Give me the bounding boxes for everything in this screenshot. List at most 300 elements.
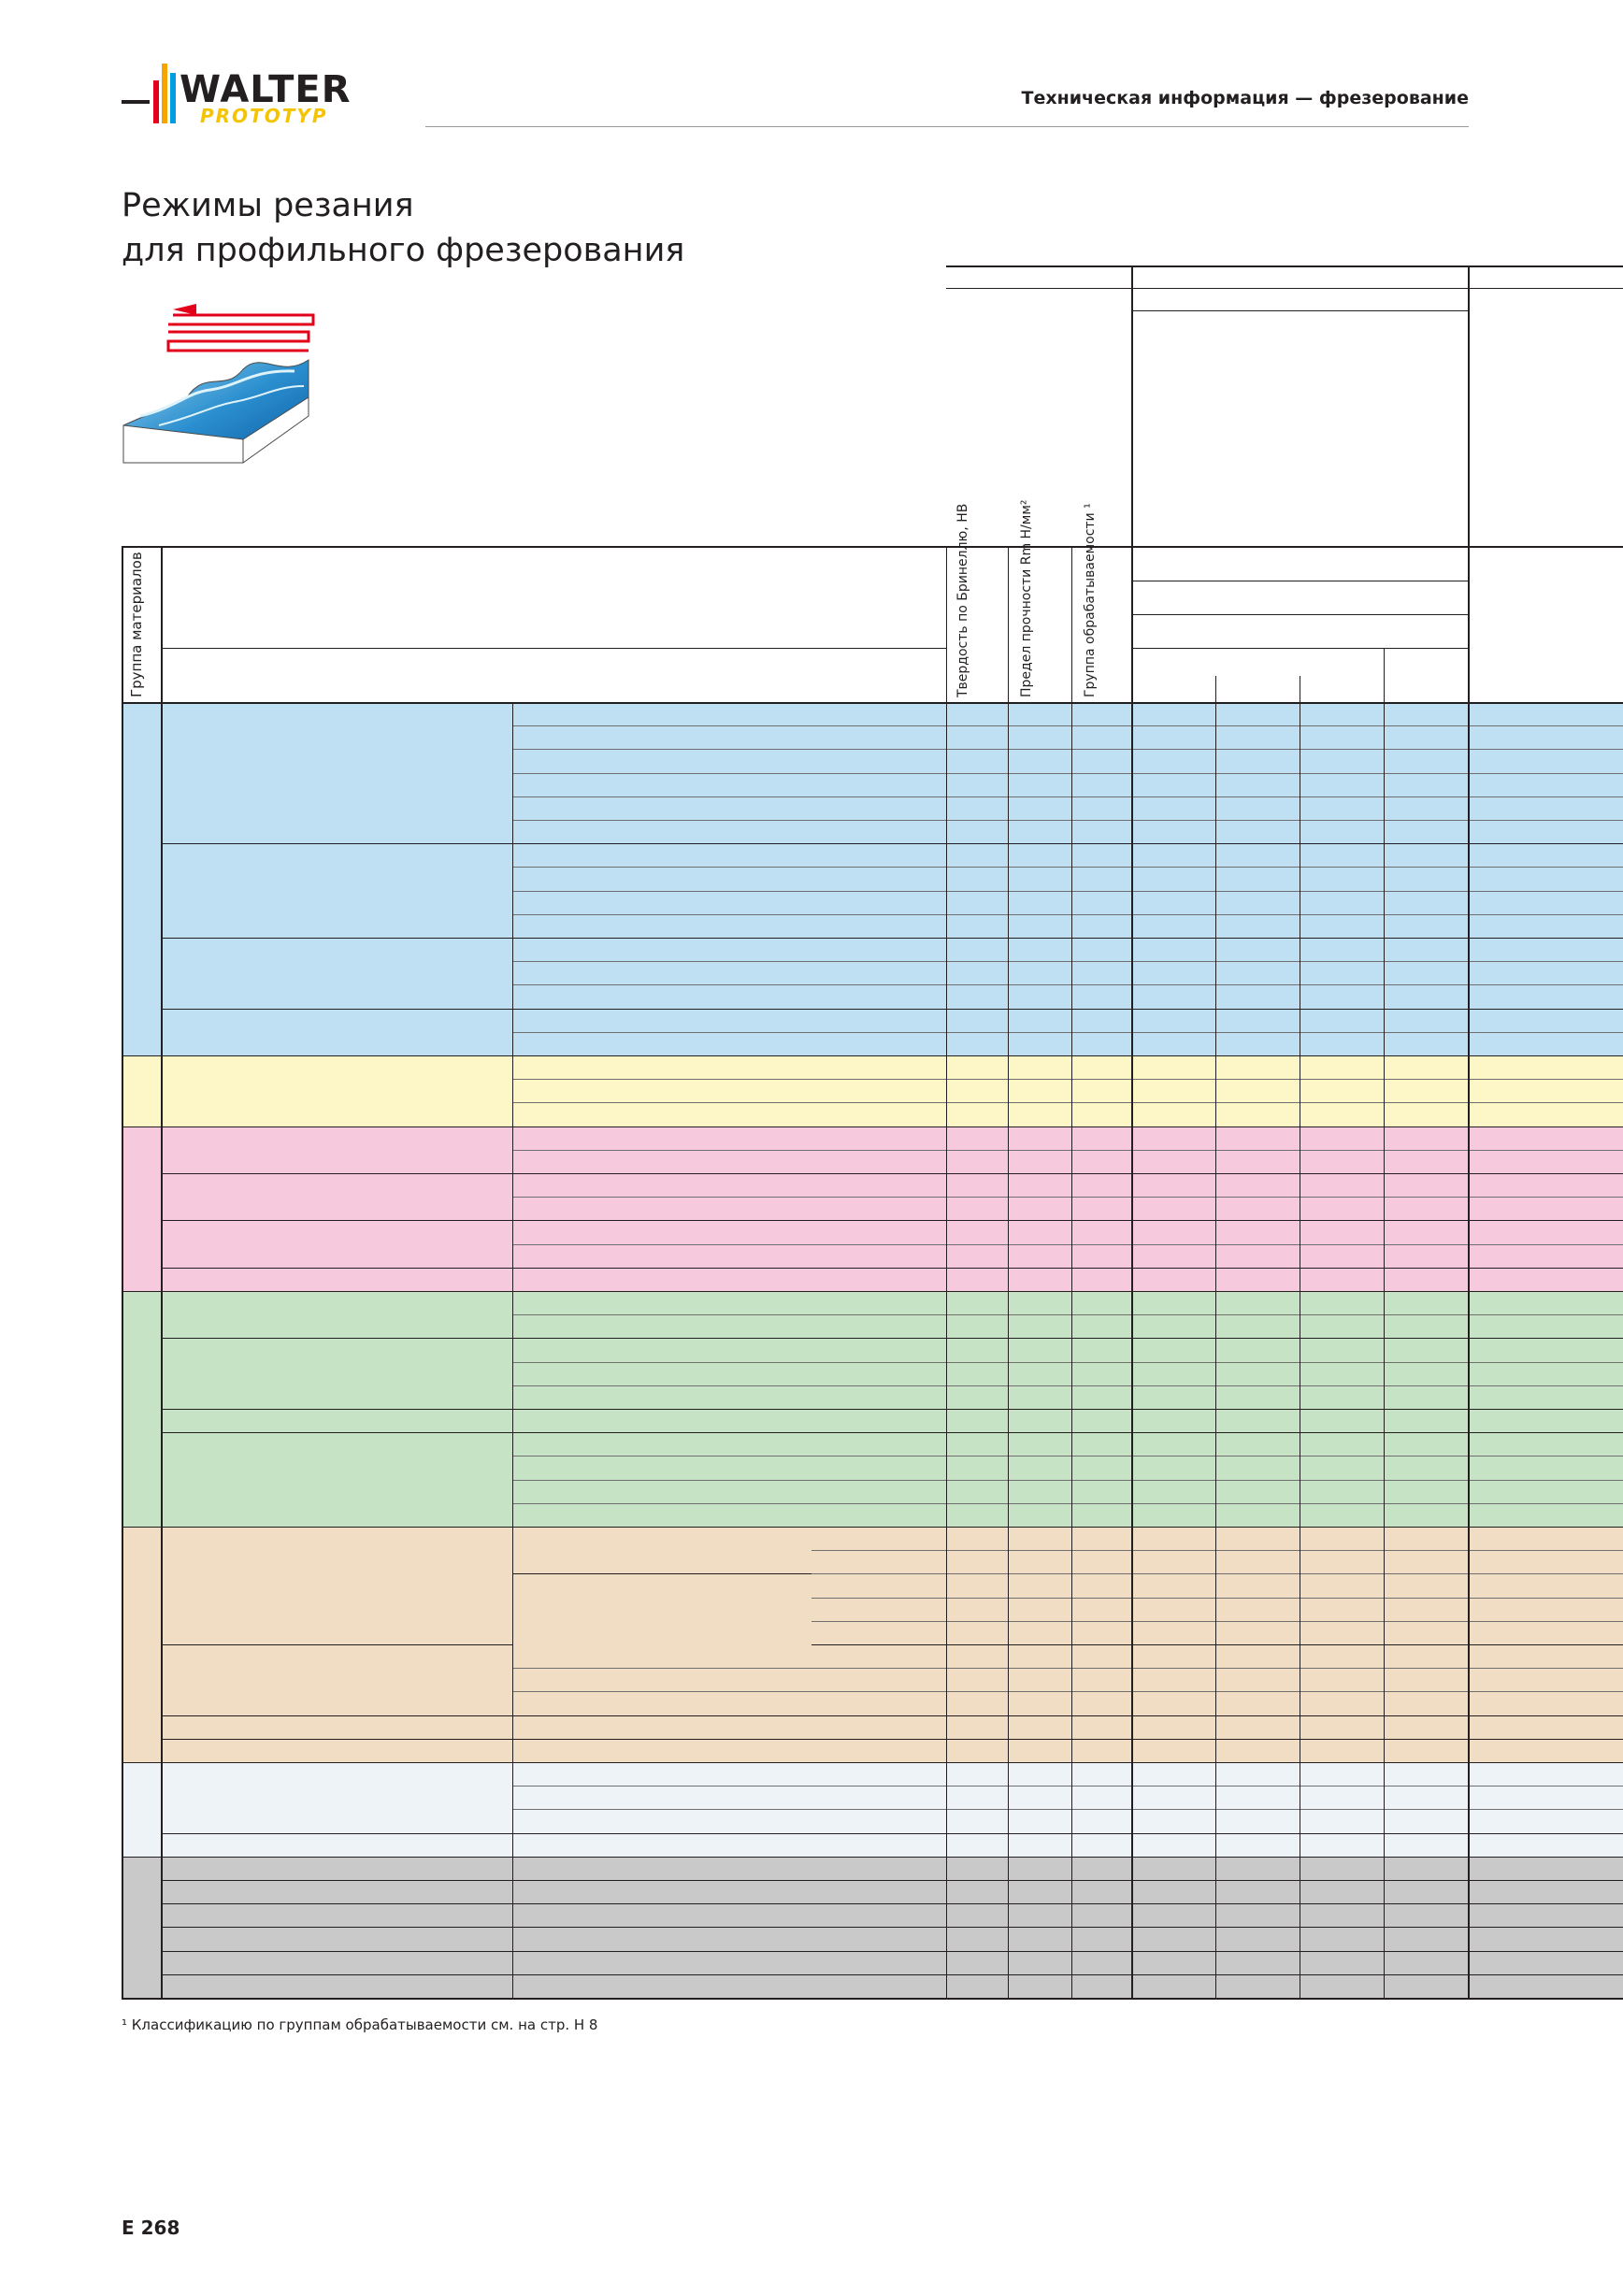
row-H1-group	[1071, 1763, 1131, 1787]
row-N10-value-1	[1215, 1504, 1300, 1528]
row-P1-value-3	[1384, 703, 1468, 726]
row-K6-value-3	[1384, 1245, 1468, 1269]
subgroup-N-2	[161, 1410, 512, 1433]
row-N4-strength	[1008, 1363, 1071, 1386]
page-title-line-1: Режимы резания	[122, 187, 414, 224]
subgroup-H-1	[161, 1834, 512, 1858]
col-rule-value-5	[1468, 546, 1470, 1999]
row-P10-value-3	[1384, 915, 1468, 939]
row-O6-spare	[1468, 1975, 1623, 1999]
row-O2-strength	[1008, 1881, 1071, 1904]
row-P11-group	[1071, 939, 1131, 962]
row-K7-value-1	[1215, 1269, 1300, 1292]
row-S4-value-3	[1384, 1599, 1468, 1622]
row-K5-spare	[1468, 1221, 1623, 1244]
row-O3-value-1	[1215, 1904, 1300, 1928]
row-K2-group	[1071, 1151, 1131, 1174]
row-P1-value-1	[1215, 703, 1300, 726]
tool-row-4-col-1	[1215, 406, 1300, 429]
row-S9-description	[512, 1716, 946, 1740]
row-P2-condition	[812, 726, 946, 750]
row-K7-value-3	[1384, 1269, 1468, 1292]
row-O1-group	[1071, 1858, 1131, 1881]
row-P10-spare	[1468, 915, 1623, 939]
row-K7-value-2	[1300, 1269, 1384, 1292]
row-P6-value-0	[1131, 821, 1215, 844]
row-O6-hardness	[946, 1975, 1008, 1999]
subgroup-K-2	[161, 1221, 512, 1268]
row-N4-value-2	[1300, 1363, 1384, 1386]
row-M3-hardness	[946, 1103, 1008, 1126]
row-K3-value-2	[1300, 1174, 1384, 1198]
row-N3-description	[512, 1339, 946, 1362]
row-O4-hardness	[946, 1928, 1008, 1951]
row-K3-group	[1071, 1174, 1131, 1198]
row-H3-value-2	[1300, 1810, 1384, 1833]
row-O4-value-0	[1131, 1928, 1215, 1951]
row-O1-value-3	[1384, 1858, 1468, 1881]
row-N1-value-2	[1300, 1292, 1384, 1315]
row-S10-value-3	[1384, 1740, 1468, 1763]
row-P4-group	[1071, 774, 1131, 797]
row-S3-spare	[1468, 1574, 1623, 1598]
row-N10-value-0	[1131, 1504, 1215, 1528]
row-P13-value-2	[1300, 985, 1384, 1009]
tool-row-2-col-2	[1300, 359, 1384, 382]
row-M1-spare	[1468, 1056, 1623, 1080]
row-S5-value-3	[1384, 1622, 1468, 1645]
row-S4-value-0	[1131, 1599, 1215, 1622]
row-P5-value-0	[1131, 797, 1215, 821]
group-code-H	[122, 1763, 161, 1858]
row-P3-hardness	[946, 750, 1008, 773]
row-P6-spare	[1468, 821, 1623, 844]
row-K5-value-0	[1131, 1221, 1215, 1244]
row-O6-value-0	[1131, 1975, 1215, 1999]
row-P11-value-2	[1300, 939, 1384, 962]
row-H3-hardness	[946, 1810, 1008, 1833]
subgroup-O-2	[161, 1904, 512, 1928]
subgroup-S-2	[161, 1716, 512, 1740]
row-P4-value-3	[1384, 774, 1468, 797]
s-fe-rule	[512, 1573, 812, 1574]
row-O4-value-3	[1384, 1928, 1468, 1951]
page-title-line-2: для профильного фрезерования	[122, 232, 685, 269]
row-O1-value-2	[1300, 1858, 1384, 1881]
row-K2-value-3	[1384, 1151, 1468, 1174]
row-K2-description	[512, 1151, 946, 1174]
row-P2-spare	[1468, 726, 1623, 750]
row-S5-value-0	[1131, 1622, 1215, 1645]
row-O1-spare	[1468, 1858, 1623, 1881]
subgroup-P-3	[161, 1010, 512, 1056]
table-bottom	[122, 1998, 1623, 2000]
group-code-N	[122, 1292, 161, 1528]
row-N3-value-1	[1215, 1339, 1300, 1362]
row-P13-description	[512, 985, 946, 1009]
row-M1-value-3	[1384, 1056, 1468, 1080]
row-N7-value-3	[1384, 1433, 1468, 1457]
row-S10-value-0	[1131, 1740, 1215, 1763]
tool-material-name	[1131, 267, 1468, 288]
row-O6-value-3	[1384, 1975, 1468, 1999]
row-S7-strength	[1008, 1669, 1071, 1692]
row-P4-strength	[1008, 774, 1071, 797]
row-P6-value-2	[1300, 821, 1384, 844]
row-P13-value-0	[1131, 985, 1215, 1009]
row-M2-value-2	[1300, 1080, 1384, 1103]
row-H1-value-3	[1384, 1763, 1468, 1787]
row-O4-value-1	[1215, 1928, 1300, 1951]
row-S6-strength	[1008, 1645, 1071, 1669]
row-N8-strength	[1008, 1457, 1071, 1480]
row-M2-description	[512, 1080, 946, 1103]
row-P6-description	[512, 821, 812, 844]
row-K5-value-1	[1215, 1221, 1300, 1244]
row-K6-value-1	[1215, 1245, 1300, 1269]
row-M3-value-0	[1131, 1103, 1215, 1126]
row-K6-spare	[1468, 1245, 1623, 1269]
row-H1-value-0	[1131, 1763, 1215, 1787]
row-P3-strength	[1008, 750, 1071, 773]
row-P9-spare	[1468, 892, 1623, 915]
row-N2-hardness	[946, 1315, 1008, 1339]
row-O5-value-0	[1131, 1952, 1215, 1975]
row-N9-value-0	[1131, 1481, 1215, 1504]
row-P4-condition	[812, 774, 946, 797]
row-O2-value-1	[1215, 1881, 1300, 1904]
header-mach-group: Группа обрабатываемости ¹	[1083, 503, 1098, 697]
row-H4-value-2	[1300, 1834, 1384, 1858]
row-S2-spare	[1468, 1551, 1623, 1574]
row-N7-group	[1071, 1433, 1131, 1457]
row-N1-value-1	[1215, 1292, 1300, 1315]
row-P5-group	[1071, 797, 1131, 821]
row-P8-group	[1071, 868, 1131, 891]
subgroup-O-0	[161, 1858, 512, 1881]
row-P13-spare	[1468, 985, 1623, 1009]
header-coating	[1131, 614, 1468, 648]
row-H2-group	[1071, 1787, 1131, 1810]
row-P11-description	[512, 939, 946, 962]
row-H4-group	[1071, 1834, 1131, 1858]
row-P1-description	[512, 703, 812, 726]
row-P6-condition	[812, 821, 946, 844]
row-O2-value-2	[1300, 1881, 1384, 1904]
group-code-O	[122, 1858, 161, 1999]
row-K6-value-0	[1131, 1245, 1215, 1269]
row-N1-description	[512, 1292, 946, 1315]
row-M3-spare	[1468, 1103, 1623, 1126]
row-S5-hardness	[946, 1622, 1008, 1645]
subgroup-P-0	[161, 703, 512, 844]
row-N2-spare	[1468, 1315, 1623, 1339]
row-S7-hardness	[946, 1669, 1008, 1692]
row-N6-spare	[1468, 1410, 1623, 1433]
row-N8-value-2	[1300, 1457, 1384, 1480]
row-N6-hardness	[946, 1410, 1008, 1433]
row-S1-value-2	[1300, 1528, 1384, 1551]
row-K4-value-2	[1300, 1198, 1384, 1221]
row-H4-value-0	[1131, 1834, 1215, 1858]
row-K3-description	[512, 1174, 946, 1198]
row-P3-group	[1071, 750, 1131, 773]
row-S3-hardness	[946, 1574, 1008, 1598]
row-N8-value-0	[1131, 1457, 1215, 1480]
row-S10-description	[512, 1740, 946, 1763]
tool-row-4-col-0	[1131, 406, 1215, 429]
row-N10-value-2	[1300, 1504, 1384, 1528]
row-K1-description	[512, 1127, 946, 1151]
row-S10-strength	[1008, 1740, 1071, 1763]
subgroup-H-0	[161, 1763, 512, 1834]
row-K7-spare	[1468, 1269, 1623, 1292]
row-P12-description	[512, 962, 946, 985]
row-N1-value-0	[1131, 1292, 1215, 1315]
row-S2-group	[1071, 1551, 1131, 1574]
row-N10-strength	[1008, 1504, 1071, 1528]
row-P14-value-3	[1384, 1010, 1468, 1033]
row-O2-value-3	[1384, 1881, 1468, 1904]
row-H4-description	[512, 1834, 946, 1858]
col-rule-value-1	[1131, 546, 1133, 1999]
row-N9-group	[1071, 1481, 1131, 1504]
row-O5-hardness	[946, 1952, 1008, 1975]
row-O5-value-1	[1215, 1952, 1300, 1975]
row-S2-value-3	[1384, 1551, 1468, 1574]
logo-sub-text: PROTOTYP	[200, 105, 328, 127]
row-N1-strength	[1008, 1292, 1071, 1315]
row-H3-value-1	[1215, 1810, 1300, 1833]
row-P7-value-0	[1131, 844, 1215, 868]
row-P12-value-1	[1215, 962, 1300, 985]
row-P15-value-2	[1300, 1033, 1384, 1056]
row-P2-strength	[1008, 726, 1071, 750]
row-P8-spare	[1468, 868, 1623, 891]
row-P1-spare	[1468, 703, 1623, 726]
row-S8-hardness	[946, 1692, 1008, 1715]
row-S4-condition	[812, 1599, 946, 1622]
row-S2-strength	[1008, 1551, 1071, 1574]
row-N4-group	[1071, 1363, 1131, 1386]
row-N8-hardness	[946, 1457, 1008, 1480]
row-N2-description	[512, 1315, 946, 1339]
tool-row-4-col-2	[1300, 406, 1384, 429]
row-O6-value-2	[1300, 1975, 1384, 1999]
col-rule-machinability	[1071, 546, 1072, 1999]
row-O2-hardness	[946, 1881, 1008, 1904]
row-N5-value-2	[1300, 1386, 1384, 1410]
row-M1-value-0	[1131, 1056, 1215, 1080]
row-O5-strength	[1008, 1952, 1071, 1975]
row-S8-value-0	[1131, 1692, 1215, 1715]
row-S3-value-2	[1300, 1574, 1384, 1598]
row-P14-value-0	[1131, 1010, 1215, 1033]
subgroup-M-0	[161, 1056, 512, 1127]
row-P7-group	[1071, 844, 1131, 868]
row-H3-group	[1071, 1810, 1131, 1833]
row-M1-hardness	[946, 1056, 1008, 1080]
row-P7-value-3	[1384, 844, 1468, 868]
row-S4-hardness	[946, 1599, 1008, 1622]
col-rule-description	[512, 703, 513, 1999]
row-N5-value-1	[1215, 1386, 1300, 1410]
row-K3-value-3	[1384, 1174, 1468, 1198]
row-H1-value-1	[1215, 1763, 1300, 1787]
tool-row-2-col-3	[1384, 359, 1468, 382]
row-S8-value-2	[1300, 1692, 1384, 1715]
row-P11-value-3	[1384, 939, 1468, 962]
row-M2-spare	[1468, 1080, 1623, 1103]
row-S2-condition	[812, 1551, 946, 1574]
row-P15-description	[512, 1033, 946, 1056]
row-S8-group	[1071, 1692, 1131, 1715]
row-H2-value-3	[1384, 1787, 1468, 1810]
row-O1-strength	[1008, 1858, 1071, 1881]
row-N2-value-0	[1131, 1315, 1215, 1339]
row-P15-hardness	[946, 1033, 1008, 1056]
row-P12-group	[1071, 962, 1131, 985]
row-K1-hardness	[946, 1127, 1008, 1151]
row-S7-value-2	[1300, 1669, 1384, 1692]
row-M1-value-2	[1300, 1056, 1384, 1080]
row-P10-strength	[1008, 915, 1071, 939]
row-H3-description	[512, 1810, 946, 1833]
row-N4-description	[512, 1363, 946, 1386]
row-K1-group	[1071, 1127, 1131, 1151]
row-P5-hardness	[946, 797, 1008, 821]
row-N7-spare	[1468, 1433, 1623, 1457]
row-K6-strength	[1008, 1245, 1071, 1269]
tool-row-3-col-0	[1131, 382, 1215, 406]
row-K7-strength	[1008, 1269, 1071, 1292]
row-P13-group	[1071, 985, 1131, 1009]
row-S2-value-1	[1215, 1551, 1300, 1574]
row-K5-description	[512, 1221, 946, 1244]
subgroup-S-1	[161, 1645, 512, 1716]
row-O5-description	[512, 1952, 946, 1975]
row-N3-strength	[1008, 1339, 1071, 1362]
row-P9-value-0	[1131, 892, 1215, 915]
header-main-groups	[161, 546, 946, 648]
row-N3-group	[1071, 1339, 1131, 1362]
row-P12-value-0	[1131, 962, 1215, 985]
row-P6-value-3	[1384, 821, 1468, 844]
row-H1-strength	[1008, 1763, 1071, 1787]
row-S6-value-3	[1384, 1645, 1468, 1669]
subgroup-S-0	[161, 1528, 512, 1645]
tool-header-rule	[1131, 310, 1468, 311]
row-O6-description	[512, 1975, 946, 1999]
row-S1-spare	[1468, 1528, 1623, 1551]
row-P11-value-0	[1131, 939, 1215, 962]
row-N9-hardness	[946, 1481, 1008, 1504]
row-H4-spare	[1468, 1834, 1623, 1858]
row-N1-group	[1071, 1292, 1131, 1315]
row-N9-description	[512, 1481, 946, 1504]
row-O3-strength	[1008, 1904, 1071, 1928]
subgroup-N-3	[161, 1433, 512, 1528]
row-N8-value-1	[1215, 1457, 1300, 1480]
group-code-M	[122, 1056, 161, 1127]
row-N4-spare	[1468, 1363, 1623, 1386]
row-S4-spare	[1468, 1599, 1623, 1622]
row-S7-group	[1071, 1669, 1131, 1692]
row-S3-condition	[812, 1574, 946, 1598]
row-P7-value-1	[1215, 844, 1300, 868]
row-N6-value-1	[1215, 1410, 1300, 1433]
row-P13-strength	[1008, 985, 1071, 1009]
row-K2-value-1	[1215, 1151, 1300, 1174]
row-K5-value-2	[1300, 1221, 1384, 1244]
row-S4-value-1	[1215, 1599, 1300, 1622]
row-H2-strength	[1008, 1787, 1071, 1810]
row-K4-value-3	[1384, 1198, 1468, 1221]
row-O2-group	[1071, 1881, 1131, 1904]
row-P7-hardness	[946, 844, 1008, 868]
row-M2-strength	[1008, 1080, 1071, 1103]
row-N5-value-0	[1131, 1386, 1215, 1410]
tool-panel-mid	[946, 288, 1623, 289]
row-M3-value-2	[1300, 1103, 1384, 1126]
row-K1-value-2	[1300, 1127, 1384, 1151]
row-P2-hardness	[946, 726, 1008, 750]
row-M3-value-3	[1384, 1103, 1468, 1126]
row-S2-value-0	[1131, 1551, 1215, 1574]
row-S6-spare	[1468, 1645, 1623, 1669]
row-P15-strength	[1008, 1033, 1071, 1056]
row-O1-value-0	[1131, 1858, 1215, 1881]
row-K1-value-0	[1131, 1127, 1215, 1151]
row-K2-value-2	[1300, 1151, 1384, 1174]
row-N5-spare	[1468, 1386, 1623, 1410]
row-K2-hardness	[946, 1151, 1008, 1174]
row-S3-value-3	[1384, 1574, 1468, 1598]
row-O4-strength	[1008, 1928, 1071, 1951]
row-P9-value-2	[1300, 892, 1384, 915]
row-O3-description	[512, 1904, 946, 1928]
row-K5-hardness	[946, 1221, 1008, 1244]
row-N10-value-3	[1384, 1504, 1468, 1528]
row-P9-strength	[1008, 892, 1071, 915]
row-P1-value-2	[1300, 703, 1384, 726]
row-K5-strength	[1008, 1221, 1071, 1244]
row-N7-strength	[1008, 1433, 1071, 1457]
s-cond-rule-1	[812, 1550, 946, 1551]
row-O3-value-3	[1384, 1904, 1468, 1928]
row-K5-group	[1071, 1221, 1131, 1244]
col-rule-group	[161, 546, 163, 1999]
row-N9-value-2	[1300, 1481, 1384, 1504]
row-S1-hardness	[946, 1528, 1008, 1551]
row-P4-hardness	[946, 774, 1008, 797]
subgroup-K-1	[161, 1174, 512, 1221]
row-K7-description	[512, 1269, 946, 1292]
row-P4-value-1	[1215, 774, 1300, 797]
row-P9-description	[512, 892, 946, 915]
row-H2-spare	[1468, 1787, 1623, 1810]
row-S9-value-3	[1384, 1716, 1468, 1740]
page-number: E 268	[122, 2217, 180, 2239]
row-P1-condition	[812, 703, 946, 726]
row-S4-strength	[1008, 1599, 1071, 1622]
row-O3-spare	[1468, 1904, 1623, 1928]
row-P9-value-1	[1215, 892, 1300, 915]
row-P7-description	[512, 844, 946, 868]
row-P3-value-2	[1300, 750, 1384, 773]
row-P15-spare	[1468, 1033, 1623, 1056]
row-N5-hardness	[946, 1386, 1008, 1410]
